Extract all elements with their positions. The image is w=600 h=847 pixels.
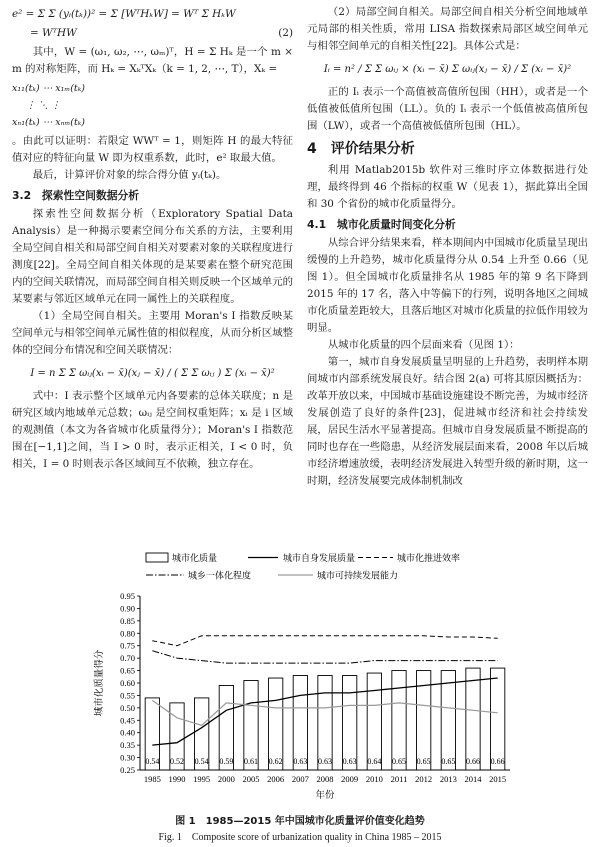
para-first-level: 第一，城市自身发展质量呈明显的上升趋势，表明样本期间城市内部系统发展良好。结合图 2(a) 可将其原因概括为：改革开放以来，中国城市基础设施建设不断完善，为城市经济发展创造了良好的条件[23]，促进城市经济和社会持续发展，居民生活水平显著提高。但城市自身发展质量不断提高的同时也存在一些隐患，从经济发展层面来看，2008 年以后城市经济增速放缓，表明经济发展进入转型升级的新时期，这一时期，经济发展要完成体制机制改 xyxy=(307,356,588,487)
y-tick-label: 0.85 xyxy=(120,615,135,626)
x-tick-label: 2005 xyxy=(242,774,260,784)
x-axis-title: 年份 xyxy=(315,790,335,801)
x-tick-label: 1995 xyxy=(193,774,211,784)
figure-caption-cn: 图 1 1985—2015 年中国城市化质量评价值变化趋势 xyxy=(175,816,425,827)
y-tick-label: 0.60 xyxy=(120,678,135,688)
bar-value-label: 0.66 xyxy=(466,757,480,766)
legend-label: 城市可持续发展能力 xyxy=(317,571,399,582)
bar-urbanization-quality xyxy=(392,671,406,770)
x-tick-label: 2008 xyxy=(316,774,334,784)
y-tick-label: 0.70 xyxy=(120,653,135,664)
bar-value-label: 0.64 xyxy=(367,757,382,766)
legend-label: 城市自身发展质量 xyxy=(283,554,356,564)
x-tick-label: 2015 xyxy=(489,774,507,784)
bar-value-label: 0.54 xyxy=(194,757,209,766)
x-tick-label: 2011 xyxy=(390,774,408,784)
bar-urbanization-quality xyxy=(343,676,357,770)
para-overall-result: 从综合评分结果来看，样本期间内中国城市化质量呈现出缓慢的上升趋势，城市化质量得分从 0.54 上升至 0.66（见图 1）。但全国城市化质量排名从 1985 年的第 9 名下降到 2015 年的 17 名，落入中等偏下的行列，说明各地区之间城市化质量差距较大，且落后地区对城市化质量的拉低作用较为明显。 xyxy=(307,237,588,334)
y-tick-label: 0.65 xyxy=(120,665,135,676)
y-tick-label: 0.30 xyxy=(120,752,135,763)
x-tick-label: 1990 xyxy=(168,774,186,784)
y-tick-label: 0.40 xyxy=(120,727,135,738)
para-final: 最后，计算评价对象的综合得分值 yᵢ(tₖ)。 xyxy=(32,169,227,181)
x-tick-label: 2007 xyxy=(291,774,309,784)
y-axis-title: 城市化质量得分 xyxy=(94,649,105,717)
para-global-autocorrelation: （1）全局空间自相关。主要用 Moran's I 指数反映某空间单元与相邻空间单元属性值的相似程度，从而分析区域整体的空间分布情况和空间关联情况： xyxy=(12,310,293,356)
section-4-heading: 4 评价结果分析 xyxy=(307,141,415,157)
left-column xyxy=(12,4,293,473)
para-lisa-description: 正的 Iᵢ 表示一个高值被高值所包围（HH），或者是一个低值被低值所包围（LL）。负的 Iᵢ 表示一个低值被高值所包围（LW），或者一个高值被低值所包围（HL）。 xyxy=(307,86,588,132)
para-where: 其中，W = (ω₁, ω₂, ⋯, ωₘ)ᵀ，H = Σ Hₖ 是一个 m × m 的对称矩阵，而 Hₖ = XₖᵀXₖ（k = 1, 2, ⋯, T），Xₖ = xyxy=(12,46,293,75)
matrix-row-1: x₁₁(tₖ) ⋯ x₁ₘ(tₖ) xyxy=(12,83,85,94)
bar-value-label: 0.65 xyxy=(441,757,456,766)
bar-value-label: 0.54 xyxy=(145,757,160,766)
x-tick-label: 2014 xyxy=(464,774,482,784)
equation-2-body: e² = Σ Σ (yᵢ(tₖ))² = Σ [WᵀHₖW] = Wᵀ Σ HₖW xyxy=(12,8,236,20)
bar-urbanization-quality xyxy=(293,676,307,770)
y-tick-label: 0.90 xyxy=(120,603,135,614)
bar-value-label: 0.63 xyxy=(293,757,308,766)
bar-value-label: 0.62 xyxy=(268,757,283,766)
formula-lisa: Iᵢ = n² / Σ Σ ωᵢⱼ × (xᵢ − x̄) Σ ωᵢⱼ(xⱼ − x̄) / Σ (xᵢ − x̄)² xyxy=(323,64,572,75)
figure-caption-en: Fig. 1 Composite score of urbanization quality in China 1985 – 2015 xyxy=(158,832,442,843)
bar-value-label: 0.65 xyxy=(416,757,431,766)
para-local-autocorrelation: （2）局部空间自相关。局部空间自相关分析空间地域单元局部的相关性质，常用 LISA 指数探索局部区域空间单元与相邻空间单元的自相关性[22]。具体公式是： xyxy=(307,6,588,52)
x-tick-label: 2000 xyxy=(217,774,235,784)
line-urbanization-efficiency xyxy=(152,636,497,646)
para-moran-description: 式中：I 表示整个区域单元内各要素的总体关联度；n 是研究区域内地域单元总数；ωᵢⱼ 是空间权重矩阵；xᵢ 是 i 区域的观测值（本文为各省城市化质量得分）；Moran's I 指数范围在[−1,1]之间，当 I > 0 时，表示正相关，I < 0 时，负相关，I = 0 时则表示各区域间互不依赖，独立存在。 xyxy=(12,390,293,470)
y-tick-label: 0.80 xyxy=(120,628,135,639)
bar-urbanization-quality xyxy=(367,673,381,770)
y-tick-label: 0.75 xyxy=(120,640,135,651)
bar-value-label: 0.63 xyxy=(342,757,357,766)
y-tick-label: 0.45 xyxy=(120,715,135,726)
para-esda: 探索性空间数据分析（Exploratory Spatial Data Analysis）是一种揭示要素空间分布关系的方法，主要利用全局空间自相关和局部空间自相关对要素对象的关联程度进行测度[22]。全局空间自相关体现的是某要素在整个研究范围内的空间关联情况，而局部空间自相关则反映一个区域单元的某要素与邻近区域单元在同一属性上的关联程度。 xyxy=(12,208,293,305)
x-tick-label: 2012 xyxy=(415,774,433,784)
y-tick-label: 0.95 xyxy=(120,591,135,601)
legend-label: 城市化推进效率 xyxy=(397,554,461,564)
legend-swatch-bar xyxy=(146,553,168,562)
line-urban-rural-integration xyxy=(152,651,497,663)
y-tick-label: 0.35 xyxy=(120,740,135,751)
right-column xyxy=(307,4,588,490)
legend-label: 城乡一体化程度 xyxy=(188,571,252,582)
matrix-row-3: xₙ₁(tₖ) ⋯ xₙₘ(tₖ) xyxy=(12,117,85,128)
legend-label: 城市化质量 xyxy=(172,554,218,564)
y-tick-label: 0.55 xyxy=(120,690,135,701)
bar-value-label: 0.66 xyxy=(490,757,505,766)
formula-moran-i: I = n Σ Σ ωᵢⱼ(xᵢ − x̄)(xⱼ − x̄) / ( Σ Σ ωᵢⱼ ) Σ (xᵢ − x̄)² xyxy=(30,368,275,379)
equation-2-number: (2) xyxy=(278,27,293,39)
figure-1-chart xyxy=(88,548,518,810)
para-four-levels: 从城市化质量的四个层面来看（见图 1）： xyxy=(327,339,520,351)
x-tick-label: 2010 xyxy=(365,774,383,784)
x-tick-label: 1985 xyxy=(143,774,161,784)
para-proof: 。由此可以证明：若限定 WWᵀ = 1，则矩阵 H 的最大特征值对应的特征向量 W 即为权重系数，此时，e² 取最大值。 xyxy=(12,135,293,164)
equation-2 xyxy=(12,6,293,23)
bar-urbanization-quality xyxy=(466,668,480,770)
bar-value-label: 0.59 xyxy=(219,757,234,766)
bar-value-label: 0.52 xyxy=(170,757,184,766)
y-tick-label: 0.25 xyxy=(120,765,135,775)
y-tick-label: 0.50 xyxy=(120,702,135,713)
equation-2-line2: = WᵀHW xyxy=(30,27,77,39)
bar-urbanization-quality xyxy=(318,676,332,770)
section-4-1-heading: 4.1 城市化质量时间变化分析 xyxy=(307,218,456,231)
section-3-2-heading: 3.2 探索性空间数据分析 xyxy=(12,189,140,202)
bar-urbanization-quality xyxy=(441,671,455,770)
x-tick-label: 2013 xyxy=(439,774,457,784)
bar-value-label: 0.65 xyxy=(392,757,406,766)
x-tick-label: 2006 xyxy=(267,774,285,784)
bar-value-label: 0.63 xyxy=(318,757,332,766)
bar-urbanization-quality xyxy=(491,668,505,770)
matrix-xk xyxy=(12,80,293,131)
matrix-row-2: ⋮ ⋱ ⋮ xyxy=(26,100,61,111)
x-tick-label: 2009 xyxy=(341,774,359,784)
bar-value-label: 0.61 xyxy=(244,757,258,766)
para-matlab: 利用 Matlab2015b 软件对三维时序立体数据进行处理，最终得到 46 个指标的权重 W（见表 1），据此算出全国和 30 个省份的城市化质量得分。 xyxy=(307,164,588,210)
equation-2-cont xyxy=(12,25,293,42)
